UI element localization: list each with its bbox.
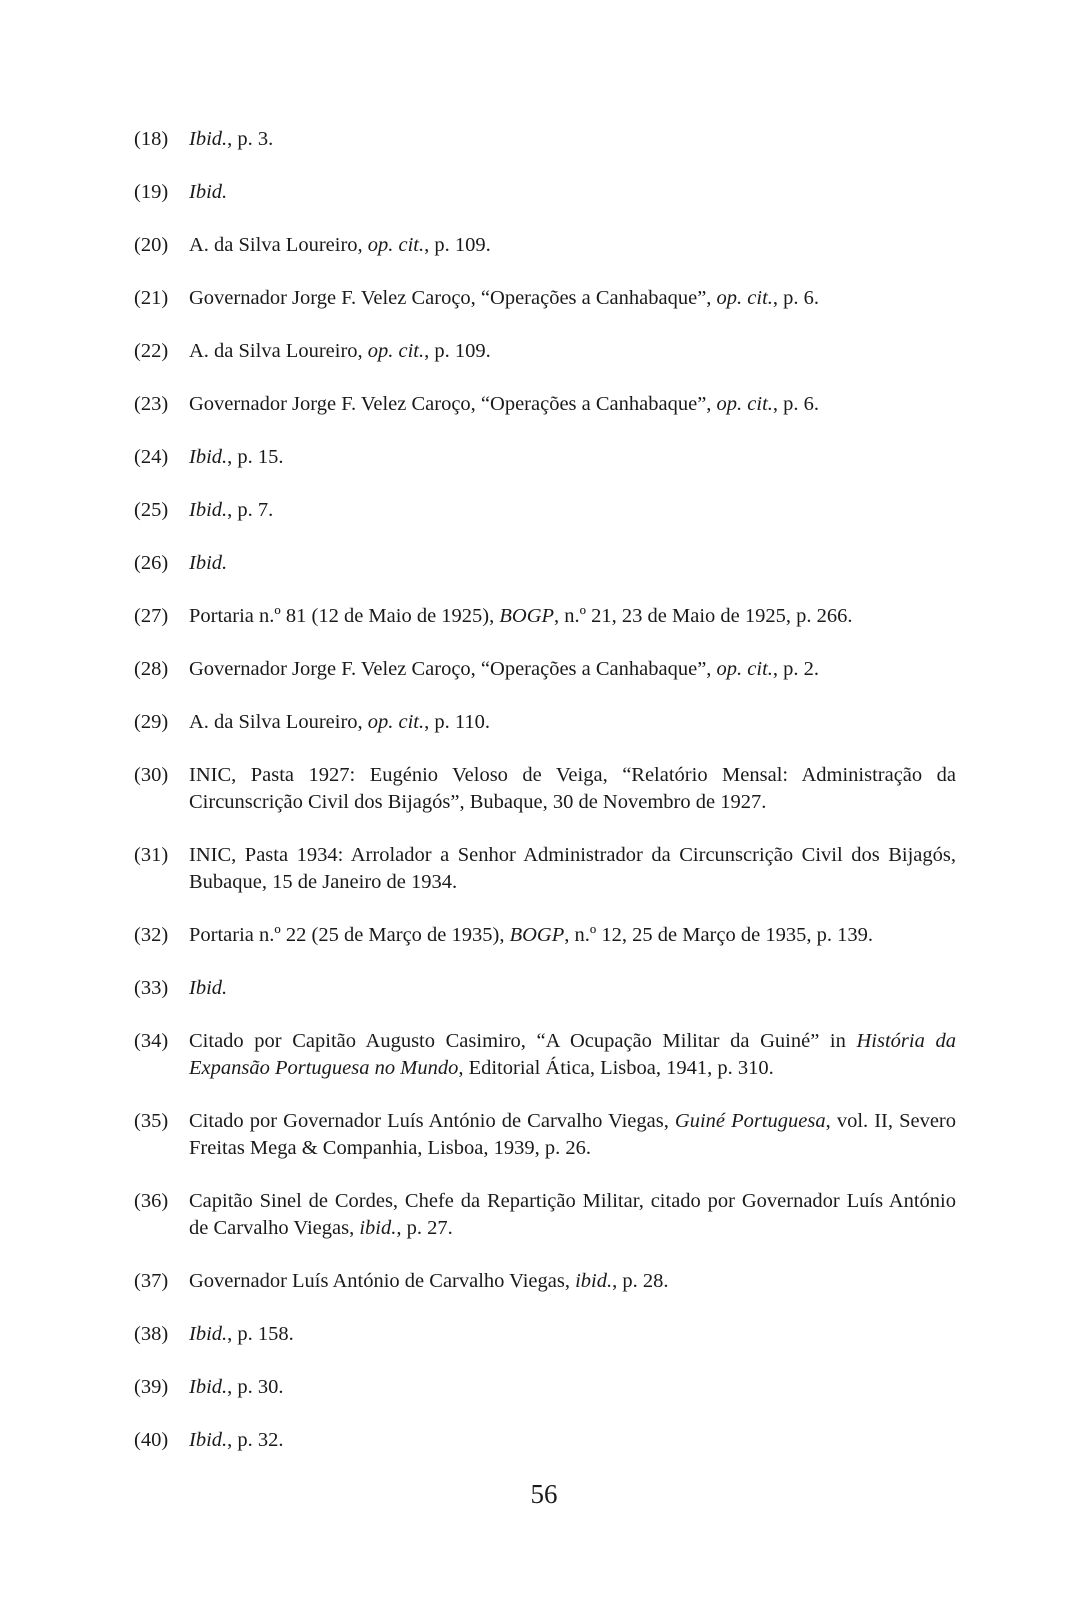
- citation-text: A. da Silva Loureiro,: [189, 711, 368, 733]
- endnote-text: [189, 497, 956, 524]
- citation-text: , p. 27.: [396, 1217, 453, 1239]
- citation-text: , p. 15.: [227, 446, 284, 468]
- citation-text: Portaria n.º 22 (25 de Março de 1935),: [189, 924, 510, 946]
- citation-text: , p. 6.: [772, 393, 820, 415]
- endnote: [134, 285, 956, 338]
- endnote-number: (40): [134, 1429, 169, 1451]
- endnote-number: (35): [134, 1110, 169, 1132]
- endnote: [134, 550, 956, 603]
- endnote-number: (19): [134, 181, 169, 203]
- citation-text: , p. 30.: [227, 1376, 284, 1398]
- italic-citation: BOGP: [499, 605, 555, 627]
- endnote-text: [189, 1188, 956, 1242]
- italic-citation: Ibid.: [189, 1323, 228, 1345]
- endnote-number: (28): [134, 658, 169, 680]
- citation-text: , p. 109.: [424, 340, 491, 362]
- endnote-number: (37): [134, 1270, 169, 1292]
- endnote-text: [189, 1374, 956, 1401]
- endnote-number: (25): [134, 499, 169, 521]
- endnote-number: (30): [134, 764, 169, 786]
- citation-text: A. da Silva Loureiro,: [189, 340, 368, 362]
- endnote: [134, 232, 956, 285]
- italic-citation: op. cit.: [716, 658, 773, 680]
- italic-citation: Ibid.: [189, 499, 228, 521]
- endnote-number: (21): [134, 287, 169, 309]
- endnote: [134, 656, 956, 709]
- endnote: [134, 391, 956, 444]
- citation-text: , p. 7.: [227, 499, 274, 521]
- endnote: [134, 1188, 956, 1268]
- endnote-text: [189, 1321, 956, 1348]
- endnote: [134, 126, 956, 179]
- italic-citation: História da Expansão Portuguesa no Mundo: [189, 1030, 956, 1079]
- endnote-number: (36): [134, 1190, 169, 1212]
- citation-text: Governador Jorge F. Velez Caroço, “Operações a Canhabaque”,: [189, 658, 717, 680]
- endnote: [134, 603, 956, 656]
- endnote-text: [189, 975, 956, 1002]
- citation-text: INIC, Pasta 1934: Arrolador a Senhor Administrador da Circunscrição Civil dos Bijagós, Bubaque, 15 de Janeiro de 1934.: [189, 844, 956, 893]
- italic-citation: Ibid.: [189, 977, 228, 999]
- endnote: [134, 975, 956, 1028]
- italic-citation: ibid.: [359, 1217, 397, 1239]
- endnote-number: (23): [134, 393, 169, 415]
- citation-text: Capitão Sinel de Cordes, Chefe da Repartição Militar, citado por Governador Luís António de Carvalho Viegas,: [189, 1190, 956, 1239]
- citation-text: Citado por Governador Luís António de Carvalho Viegas,: [189, 1110, 675, 1132]
- citation-text: Citado por Capitão Augusto Casimiro, “A Ocupação Militar da Guiné” in: [189, 1030, 857, 1052]
- endnote-text: [189, 762, 956, 816]
- endnote: [134, 497, 956, 550]
- endnote-number: (39): [134, 1376, 169, 1398]
- endnote-number: (18): [134, 128, 169, 150]
- endnote-number: (20): [134, 234, 169, 256]
- endnote-number: (27): [134, 605, 169, 627]
- endnote-text: [189, 285, 956, 312]
- italic-citation: Ibid.: [189, 128, 228, 150]
- endnote: [134, 338, 956, 391]
- endnote: [134, 179, 956, 232]
- endnote-number: (22): [134, 340, 169, 362]
- endnote-text: [189, 179, 956, 206]
- endnote: [134, 762, 956, 842]
- endnotes-list: [134, 126, 956, 1480]
- page-number: 56: [530, 1479, 558, 1509]
- endnote-text: [189, 1108, 956, 1162]
- endnote-text: [189, 709, 956, 736]
- endnote-text: [189, 391, 956, 418]
- endnote: [134, 1028, 956, 1108]
- endnote-number: (24): [134, 446, 169, 468]
- italic-citation: op. cit.: [367, 340, 425, 362]
- citation-text: Governador Jorge F. Velez Caroço, “Operações a Canhabaque”,: [189, 287, 717, 309]
- italic-citation: Ibid.: [189, 1429, 228, 1451]
- endnote: [134, 1427, 956, 1480]
- endnote-number: (34): [134, 1030, 169, 1052]
- italic-citation: Ibid.: [189, 181, 228, 203]
- endnote: [134, 922, 956, 975]
- citation-text: Governador Luís António de Carvalho Viegas,: [189, 1270, 576, 1292]
- citation-text: , vol. II, Severo Freitas Mega & Companhia, Lisboa, 1939, p. 26.: [189, 1110, 956, 1159]
- italic-citation: Ibid.: [189, 446, 228, 468]
- citation-text: , p. 2.: [772, 658, 820, 680]
- endnote-text: [189, 1427, 956, 1454]
- endnote-text: [189, 603, 956, 630]
- endnote-number: (26): [134, 552, 169, 574]
- italic-citation: op. cit.: [367, 711, 425, 733]
- endnote-number: (32): [134, 924, 169, 946]
- italic-citation: op. cit.: [367, 234, 425, 256]
- citation-text: , n.º 21, 23 de Maio de 1925, p. 266.: [554, 605, 853, 627]
- endnote-text: [189, 338, 956, 365]
- endnote-text: [189, 1268, 956, 1295]
- endnote-number: (29): [134, 711, 169, 733]
- italic-citation: ibid.: [575, 1270, 613, 1292]
- endnote: [134, 1321, 956, 1374]
- endnote-text: [189, 842, 956, 896]
- italic-citation: Guiné Portuguesa: [674, 1110, 826, 1132]
- citation-text: Portaria n.º 81 (12 de Maio de 1925),: [189, 605, 500, 627]
- italic-citation: Ibid.: [189, 1376, 228, 1398]
- endnote: [134, 1268, 956, 1321]
- citation-text: , n.º 12, 25 de Março de 1935, p. 139.: [564, 924, 873, 946]
- endnote-number: (38): [134, 1323, 169, 1345]
- endnote: [134, 709, 956, 762]
- citation-text: , p. 158.: [227, 1323, 294, 1345]
- endnote: [134, 1374, 956, 1427]
- citation-text: , p. 110.: [424, 711, 491, 733]
- italic-citation: BOGP: [509, 924, 565, 946]
- endnote-number: (33): [134, 977, 169, 999]
- citation-text: , Editorial Ática, Lisboa, 1941, p. 310.: [458, 1057, 774, 1079]
- endnote: [134, 1108, 956, 1188]
- citation-text: Governador Jorge F. Velez Caroço, “Operações a Canhabaque”,: [189, 393, 717, 415]
- endnote-text: [189, 656, 956, 683]
- endnote-text: [189, 922, 956, 949]
- endnote-text: [189, 126, 956, 153]
- citation-text: , p. 32.: [227, 1429, 284, 1451]
- endnote-text: [189, 1028, 956, 1082]
- citation-text: , p. 3.: [227, 128, 274, 150]
- citation-text: INIC, Pasta 1927: Eugénio Veloso de Veiga, “Relatório Mensal: Administração da Circunscrição Civil dos Bijagós”, Bubaque, 30 de Novembro de 1927.: [189, 764, 956, 813]
- endnote-number: (31): [134, 844, 169, 866]
- italic-citation: Ibid.: [189, 552, 228, 574]
- endnote: [134, 444, 956, 497]
- italic-citation: op. cit.: [716, 393, 773, 415]
- citation-text: , p. 6.: [772, 287, 820, 309]
- citation-text: , p. 28.: [612, 1270, 669, 1292]
- citation-text: A. da Silva Loureiro,: [189, 234, 368, 256]
- italic-citation: op. cit.: [716, 287, 773, 309]
- endnote: [134, 842, 956, 922]
- endnote-text: [189, 444, 956, 471]
- endnote-text: [189, 232, 956, 259]
- endnote-text: [189, 550, 956, 577]
- citation-text: , p. 109.: [424, 234, 491, 256]
